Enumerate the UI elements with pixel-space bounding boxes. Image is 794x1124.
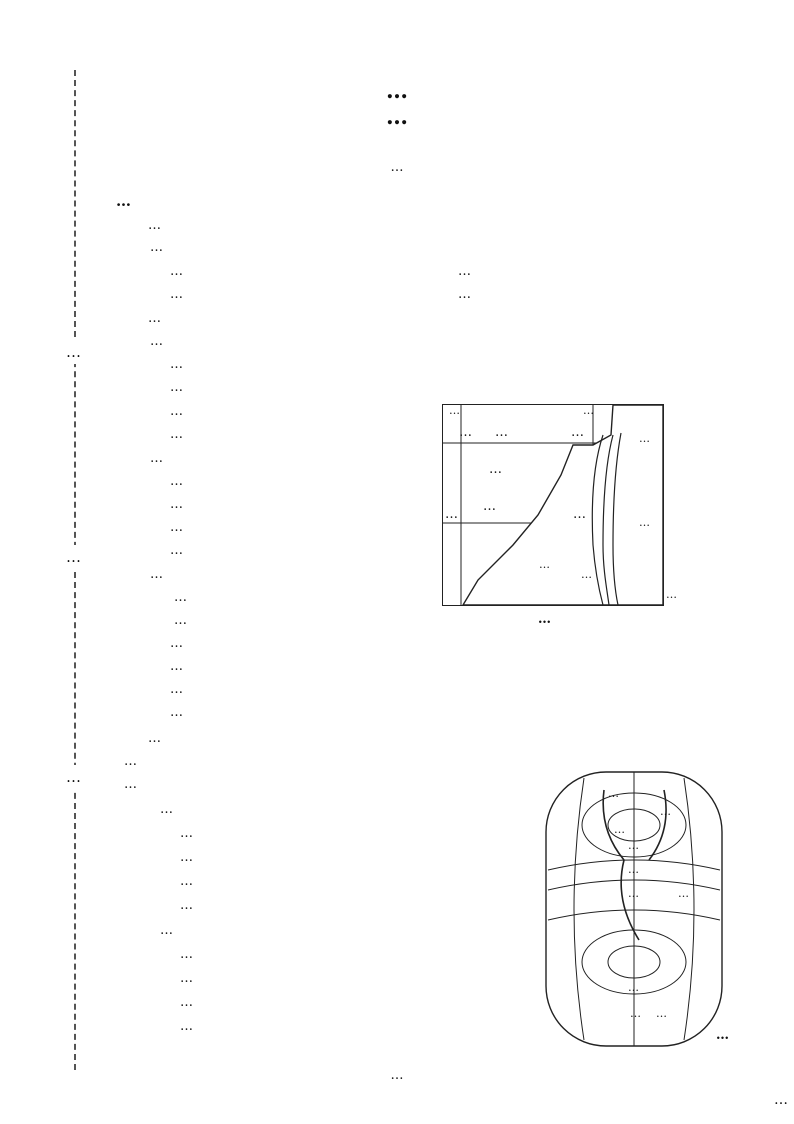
- group-intro: …: [148, 311, 161, 326]
- option: …: [170, 520, 183, 535]
- option: …: [170, 659, 183, 674]
- route-label: …: [608, 787, 619, 800]
- point-label: …: [459, 425, 472, 440]
- option: …: [170, 543, 183, 558]
- exam-subtitle: …: [386, 104, 408, 130]
- exam-title: …: [386, 78, 408, 104]
- option: …: [170, 380, 183, 395]
- question-stem: …: [174, 613, 187, 628]
- lon-label: …: [678, 887, 689, 900]
- option: …: [458, 287, 471, 302]
- section-heading: …: [116, 192, 131, 210]
- route-label: …: [614, 823, 625, 836]
- option: …: [170, 497, 183, 512]
- group-intro: …: [148, 731, 161, 746]
- binding-mark: …: [66, 765, 81, 789]
- option: …: [180, 971, 193, 986]
- option: …: [180, 947, 193, 962]
- point-label: …: [573, 507, 586, 522]
- figure-1-map: [442, 404, 664, 606]
- point-label: …: [571, 425, 584, 440]
- question-stem: …: [150, 334, 163, 349]
- option: …: [170, 357, 183, 372]
- page-number: …: [390, 1068, 404, 1083]
- point-label: …: [656, 1007, 667, 1020]
- question-stem: …: [174, 590, 187, 605]
- option: …: [170, 636, 183, 651]
- figure-2-map: [544, 770, 724, 1048]
- binding-mark: …: [66, 545, 81, 569]
- binding-mark: …: [66, 340, 81, 364]
- corner-mark: …: [774, 1092, 788, 1108]
- exam-tip: …: [390, 160, 404, 175]
- option: …: [180, 1019, 193, 1034]
- sea-label: …: [495, 425, 508, 440]
- option: …: [180, 898, 193, 913]
- lon-label: …: [628, 887, 639, 900]
- option: …: [170, 287, 183, 302]
- option: …: [170, 404, 183, 419]
- lat-label: …: [628, 839, 639, 852]
- group-intro: …: [124, 777, 137, 792]
- point-label: …: [660, 805, 671, 818]
- peninsula-map: [443, 405, 663, 605]
- lat-label: …: [628, 981, 639, 994]
- option: …: [180, 874, 193, 889]
- lon-label: …: [583, 404, 594, 417]
- figure-caption: …: [538, 612, 551, 627]
- option: …: [180, 826, 193, 841]
- option: …: [170, 264, 183, 279]
- map-legend: …: [666, 588, 677, 601]
- sea-label: …: [483, 499, 496, 514]
- option: …: [170, 474, 183, 489]
- question-stem: …: [160, 923, 173, 938]
- group-intro: …: [124, 754, 137, 769]
- option: …: [170, 682, 183, 697]
- lat-label: …: [449, 404, 460, 417]
- contour-label: …: [581, 568, 592, 581]
- group-intro: …: [148, 218, 161, 233]
- lat-label: …: [628, 863, 639, 876]
- option: …: [170, 427, 183, 442]
- lon-label: …: [639, 516, 650, 529]
- sea-label: …: [489, 462, 502, 477]
- option: …: [180, 850, 193, 865]
- option: …: [170, 705, 183, 720]
- option: …: [458, 264, 471, 279]
- question-stem: …: [150, 567, 163, 582]
- point-label: …: [445, 507, 458, 522]
- question-stem: …: [150, 240, 163, 255]
- binding-line: [74, 70, 76, 1070]
- question-stem: …: [150, 451, 163, 466]
- lat-label: …: [639, 432, 650, 445]
- question-stem: …: [160, 802, 173, 817]
- lat-label: …: [630, 1007, 641, 1020]
- figure-caption: …: [716, 1028, 729, 1043]
- contour-label: …: [539, 558, 550, 571]
- option: …: [180, 995, 193, 1010]
